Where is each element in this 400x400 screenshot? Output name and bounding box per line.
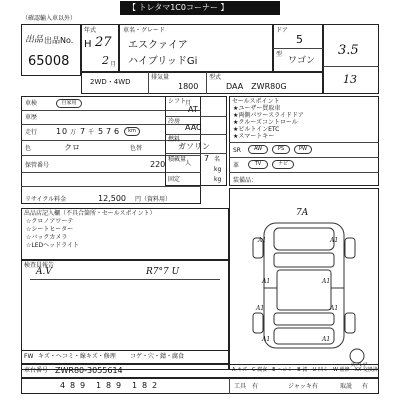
option-item-4: ★ビルトインETC: [233, 126, 280, 133]
shift-label: シフト: [168, 98, 187, 105]
seats-unit: 名: [214, 156, 221, 163]
model-label: 型式: [209, 74, 222, 81]
options-bottom-label: 装備品：: [233, 177, 258, 184]
option-row2-left: 革: [233, 162, 240, 169]
option-row1-left: SR: [233, 147, 241, 154]
color-value: クロ: [64, 143, 80, 152]
displacement-value: 1800: [178, 82, 199, 91]
mileage-d6: 6: [114, 127, 120, 136]
header-title: 【 トレタマ1C0コーナー 】: [128, 3, 229, 12]
digit-8: 8: [142, 381, 148, 390]
spec-line-6: [21, 186, 201, 187]
note-item-4: ☆LEDヘッドライト: [26, 242, 79, 249]
car-grade: ハイブリッドGi: [128, 56, 198, 67]
shift-value: AT: [188, 105, 198, 114]
car-hood: [274, 228, 334, 250]
exhibit-hw: 出品: [25, 35, 44, 45]
digit-9: 2: [152, 381, 158, 390]
options-line-2: [229, 157, 379, 158]
mark-8: A1: [322, 336, 331, 343]
options-line-1: [229, 142, 379, 143]
mileage-label: 走行: [25, 129, 38, 136]
score-value: 3.5: [338, 43, 359, 58]
manual-value: 有: [362, 383, 369, 390]
year-label: 年式: [84, 27, 97, 34]
spare-tire: [350, 349, 364, 363]
exhibit-label: 出品No.: [44, 36, 74, 45]
name-label: 車名・グレード: [123, 27, 166, 34]
holder-label: 保管番号: [25, 162, 50, 169]
model-code: DAA ZWR80G: [226, 82, 287, 91]
mark-7: A1: [262, 336, 271, 343]
mileage-unit-man: 万: [70, 129, 77, 136]
inspection-month: 月: [185, 100, 192, 107]
fw-text-2: コゲ・穴・錆・腐食: [130, 353, 185, 360]
mark-2: A1: [330, 237, 339, 244]
tools-divider: [229, 378, 230, 394]
note-item-1: ☆クロノアワーテ: [26, 218, 74, 225]
car-diagram-svg: [229, 188, 379, 370]
weight-label: 積載量: [168, 156, 187, 163]
mark-4: A1: [322, 278, 331, 285]
fixed-label: 固定: [168, 176, 181, 183]
mark-5: A1: [256, 305, 265, 312]
car-name: エスクァイア: [128, 40, 188, 51]
recycle-value: 12,500: [98, 194, 126, 203]
car-rear-window: [274, 313, 334, 325]
note-item-2: ☆シートヒーター: [26, 226, 74, 233]
lane-value: 13: [343, 73, 357, 86]
ac-label: 冷房: [168, 118, 181, 125]
notice-text: （確認輸入車以外）: [22, 15, 77, 22]
mid-line-3: [165, 153, 227, 154]
mileage-unit-km: km: [124, 127, 140, 136]
recycle-unit: 円（資料用）: [135, 196, 172, 203]
tools-value: 有: [252, 383, 259, 390]
mid-line-2: [165, 134, 227, 135]
type-label: 型: [276, 51, 283, 58]
damage-legend: A-キズ C-腐食 E-ヘコミ B-錆 U-凹ミ W-補修 XX-交換済: [232, 367, 378, 373]
weight-unit-2: kg: [214, 176, 222, 183]
digit-4: 1: [96, 381, 102, 390]
chip-aw: AW: [248, 145, 268, 154]
option-item-5: ★スマートキー: [233, 133, 275, 140]
spare-label: スペア: [350, 362, 369, 369]
tools-label: 工具: [234, 383, 247, 390]
jack-label: ジャッキ: [288, 383, 312, 390]
inspector-right-note: R7°7 U: [146, 267, 180, 277]
ac-value: AAC: [185, 123, 202, 132]
inspector-title: 検査員報告: [24, 262, 55, 269]
drive-divider-2: [206, 72, 207, 94]
note-item-3: ☆バックカメラ: [26, 234, 68, 241]
inspection-label: 車検: [25, 100, 38, 107]
mileage-d1: 1: [56, 127, 62, 136]
door-label: ドア: [276, 27, 288, 34]
frame-label: 車台番号: [24, 367, 49, 374]
fuel-value: ガソリン: [178, 142, 210, 151]
drive-value: 2WD・4WD: [90, 78, 131, 86]
month-value: 2: [102, 54, 109, 67]
digit-2: 8: [70, 381, 76, 390]
mileage-d4: 5: [98, 127, 104, 136]
option-item-3: ★クルーズコントロール: [233, 119, 298, 126]
fw-label: FW: [24, 353, 34, 360]
wheel-rear-left: [253, 313, 263, 333]
exhibit-number: 65008: [28, 54, 70, 69]
digit-6: 9: [116, 381, 122, 390]
frame-number: ZWR80-3055614: [55, 366, 123, 375]
mileage-unit-sen: 千: [88, 129, 95, 136]
car-roof: [277, 270, 331, 310]
diagram-label: 7A: [296, 208, 309, 218]
color-code-label: 色替: [130, 145, 143, 152]
holder-value: 220: [150, 160, 166, 169]
year-value: 27: [95, 35, 112, 50]
inspector-left-note: A.V: [36, 267, 52, 277]
mid-line-1: [165, 116, 227, 117]
digit-1: 4: [60, 381, 66, 390]
fuel-label: 燃料: [168, 136, 181, 143]
option-item-1: ★ユーザー買取車: [233, 105, 281, 112]
mark-3: A1: [262, 278, 271, 285]
mark-6: A1: [330, 305, 339, 312]
options-line-3: [229, 172, 379, 173]
jack-value: 有: [312, 383, 319, 390]
digit-3: 9: [80, 381, 86, 390]
seats-value: 7: [204, 154, 210, 163]
capacity-unit: 人: [185, 160, 192, 167]
color-label: 色: [25, 145, 32, 152]
recycle-label: リサイクル料金: [25, 196, 67, 203]
inspector-underline: [30, 279, 220, 280]
manual-label: 取説: [340, 383, 353, 390]
car-windshield: [274, 253, 334, 267]
fw-text: キズ・ヘコミ・線キズ・修理: [38, 353, 116, 360]
option-item-2: ★両側パワースライドドア: [233, 112, 304, 119]
digit-7: 1: [132, 381, 138, 390]
wheel-rear-right: [345, 313, 355, 333]
door-divider: [273, 48, 323, 49]
digit-5: 8: [106, 381, 112, 390]
notes-title: 出品店記入欄（不具合箇所・セールスポイント）: [24, 210, 156, 217]
chip-ps: PS: [272, 145, 290, 154]
chip-navi: ナビ: [272, 160, 294, 169]
score-divider: [323, 66, 379, 67]
drive-divider-1: [148, 72, 149, 94]
displacement-label: 排気量: [151, 74, 170, 81]
door-value: 5: [296, 33, 303, 46]
year-era: H: [84, 39, 92, 50]
month-unit: 月: [110, 61, 117, 68]
chip-pw: PW: [294, 145, 312, 154]
mileage-d5: 7: [106, 127, 112, 136]
mark-1: A1: [258, 237, 267, 244]
inspection-value: 自家用: [56, 99, 82, 108]
history-label: 車歴: [25, 114, 38, 121]
body-type: ワゴン: [288, 56, 316, 66]
wheel-front-right: [345, 238, 355, 258]
mileage-d3: 7: [80, 127, 86, 136]
options-title: セールスポイント: [232, 98, 280, 105]
chip-tv: TV: [248, 160, 268, 169]
weight-unit-1: kg: [214, 166, 222, 173]
mileage-d2: 0: [62, 127, 68, 136]
